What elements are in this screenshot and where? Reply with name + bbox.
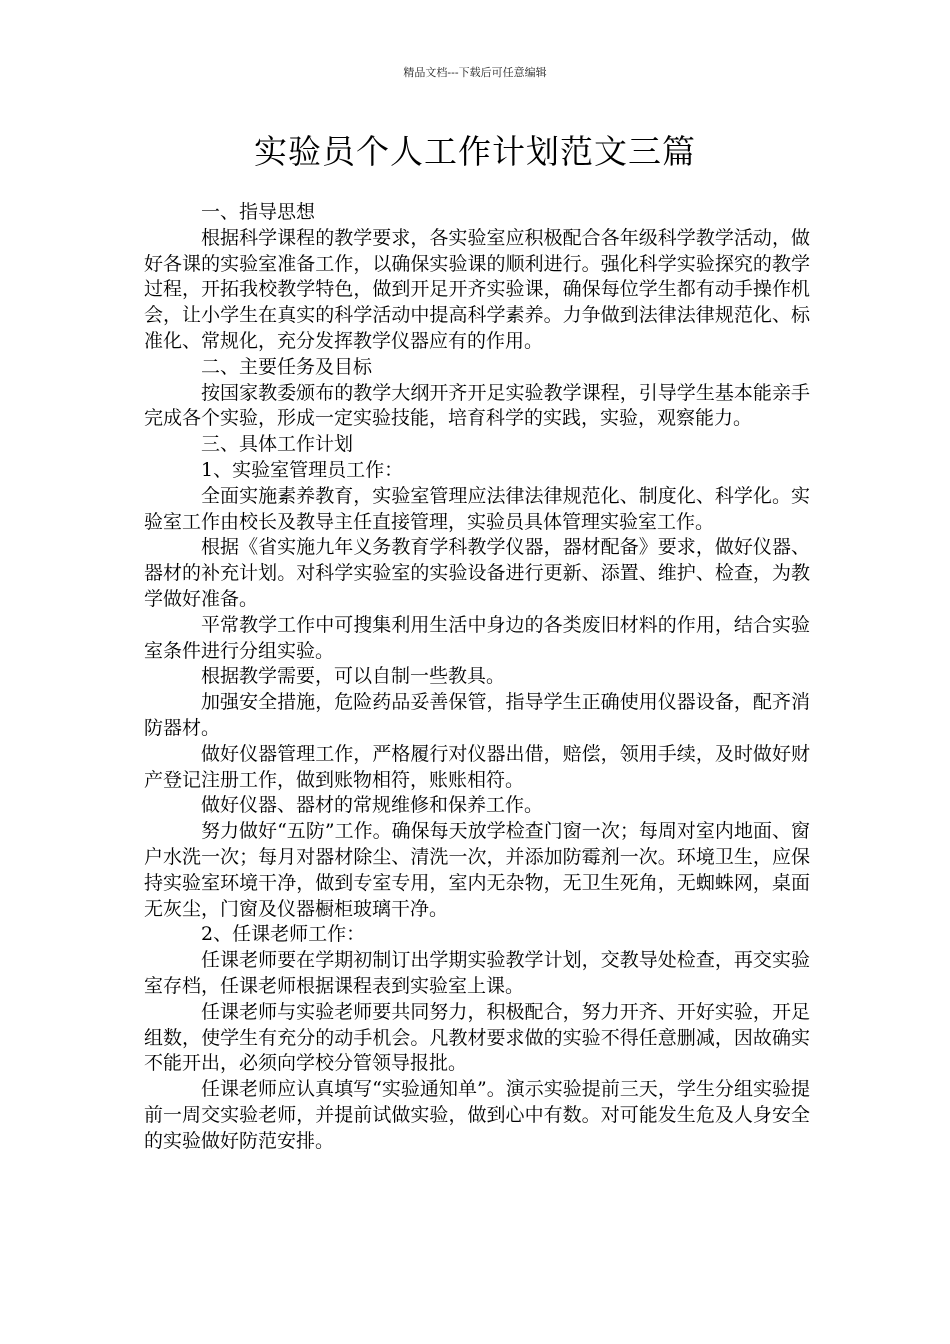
paragraph: 做好仪器管理工作，严格履行对仪器出借，赔偿，领用手续，及时做好财产登记注册工作，做到账物相符，账账相符。 [144, 742, 810, 791]
paragraph: 根据科学课程的教学要求，各实验室应积极配合各年级科学教学活动，做好各课的实验室准备工作，以确保实验课的顺利进行。强化科学实验探究的教学过程，开拓我校教学特色，做到开足开齐实验课，确保每位学生都有动手操作机会，让小学生在真实的科学活动中提高科学素养。力争做到法律法律规范化、标准化、常规化，充分发挥教学仪器应有的作用。 [144, 226, 810, 352]
paragraph: 做好仪器、器材的常规维修和保养工作。 [201, 794, 544, 817]
paragraph: 任课老师与实验老师要共同努力，积极配合，努力开齐、开好实验，开足组数，使学生有充分的动手机会。凡教材要求做的实验不得任意删减，因故确实不能开出，必须向学校分管领导报批。 [144, 1000, 810, 1075]
paragraph: 任课老师应认真填写“实验通知单”。演示实验提前三天，学生分组实验提前一周交实验老师，并提前试做实验，做到心中有数。对可能发生危及人身安全的实验做好防范安排。 [144, 1078, 810, 1152]
paragraph: 平常教学工作中可搜集利用生活中身边的各类废旧材料的作用，结合实验室条件进行分组实验。 [144, 613, 810, 662]
paragraph: 根据《省实施九年义务教育学科教学仪器，器材配备》要求，做好仪器、器材的补充计划。对科学实验室的实验设备进行更新、添置、维护、检查，为教学做好准备。 [144, 536, 810, 610]
document-body [144, 200, 810, 1154]
section-heading-main-tasks: 二、主要任务及目标 [201, 355, 373, 378]
page-title: 实验员个人工作计划范文三篇 [254, 132, 696, 171]
paragraph: 全面实施素养教育，实验室管理应法律法律规范化、制度化、科学化。实验室工作由校长及教导主任直接管理，实验员具体管理实验室工作。 [144, 484, 810, 533]
subsection-heading-teacher: 2、任课老师工作： [201, 923, 366, 946]
subsection-heading-lab-manager: 1、实验室管理员工作： [201, 458, 404, 481]
paragraph: 努力做好“五防”工作。确保每天放学检查门窗一次；每周对室内地面、窗户水洗一次；每月对器材除尘、清洗一次，并添加防霉剂一次。环境卫生，应保持实验室环境干净，做到专室专用，室内无杂物，无卫生死角，无蜘蛛网，桌面无灰尘，门窗及仪器橱柜玻璃干净。 [144, 820, 810, 920]
paragraph: 加强安全措施，危险药品妥善保管，指导学生正确使用仪器设备，配齐消防器材。 [144, 691, 810, 739]
paragraph: 按国家教委颁布的教学大纲开齐开足实验教学课程，引导学生基本能亲手完成各个实验，形成一定实验技能，培育科学的实践，实验，观察能力。 [144, 381, 810, 430]
section-heading-guiding-ideology: 一、指导思想 [201, 201, 316, 223]
paragraph: 根据教学需要，可以自制一些教具。 [201, 665, 506, 688]
section-heading-work-plan: 三、具体工作计划 [201, 433, 354, 456]
page-header-note: 精品文档---下载后可任意编辑 [403, 66, 547, 79]
paragraph: 任课老师要在学期初制订出学期实验教学计划，交教导处检查，再交实验室存档，任课老师根据课程表到实验室上课。 [144, 949, 810, 997]
